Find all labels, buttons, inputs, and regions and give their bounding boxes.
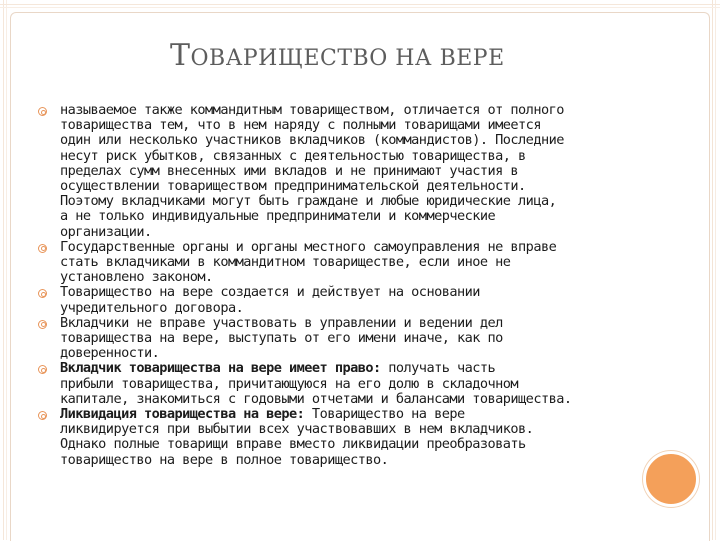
bullet-icon xyxy=(38,411,47,420)
item-text: Вкладчики не вправе участвовать в управлении и ведении дел товарищества на вере, выступать от его имени иначе, как по доверенности. xyxy=(60,314,503,362)
title-rest: ОВАРИЩЕСТВО НА ВЕРЕ xyxy=(190,46,505,71)
title-initial: Т xyxy=(170,38,191,73)
list-item xyxy=(32,240,664,286)
left-stripe-1 xyxy=(3,0,4,540)
item-text xyxy=(60,407,664,468)
bullet-icon xyxy=(38,365,47,374)
decorative-orange-circle xyxy=(643,451,699,507)
right-stripe-1 xyxy=(712,0,713,540)
item-bold-lead: Вкладчик товарищества на вере имеет право: xyxy=(60,360,381,377)
item-text xyxy=(60,361,664,407)
item-text: называемое также коммандитным товариществом, отличается от полного товарищества тем, что в нем наряду с полными товарищами имеется один или несколько участников вкладчиков (коммандистов). Последние несут риск убытков, связанных с деятельностью товарищества, в пределах сумм внесенных ими вкладов и не принимают участия в осуществлении товариществом предпринимательской деятельности. Поэтому вкладчиками могут быть граждане и любые юридические лица, а не только индивидуальные предприниматели и коммерческие организации. xyxy=(60,102,564,240)
right-stripe-2 xyxy=(715,0,716,540)
item-body: Товарищество на вере ликвидируется при выбытии всех участвовавших в нем вкладчиков. Однако полные товарищи вправе вместо ликвидации преобразовать товарищество на вере в полное товарищество. xyxy=(60,406,534,468)
list-item xyxy=(32,285,664,315)
item-text: Товарищество на вере создается и действует на основании учредительного договора. xyxy=(60,284,480,316)
bullet-icon xyxy=(38,320,47,329)
bullet-icon xyxy=(38,107,47,116)
top-stripe-2 xyxy=(0,7,720,8)
bullet-list xyxy=(32,103,664,468)
list-item xyxy=(32,361,664,407)
slide-title xyxy=(170,38,610,73)
left-stripe-2 xyxy=(6,0,7,540)
bullet-icon xyxy=(38,289,47,298)
item-bold-lead: Ликвидация товарищества на вере: xyxy=(60,406,305,423)
bullet-icon xyxy=(38,244,47,253)
item-body: получать часть прибыли товарищества, причитающуюся на его долю в складочном капитале, знакомиться с годовыми отчетами и балансами товарищества. xyxy=(60,360,572,407)
list-item xyxy=(32,103,664,240)
list-item xyxy=(32,407,664,468)
top-stripe-1 xyxy=(0,4,720,5)
list-item xyxy=(32,316,664,362)
item-text: Государственные органы и органы местного самоуправления не вправе стать вкладчиками в коммандитном товариществе, если иное не установлено законом. xyxy=(60,238,557,286)
